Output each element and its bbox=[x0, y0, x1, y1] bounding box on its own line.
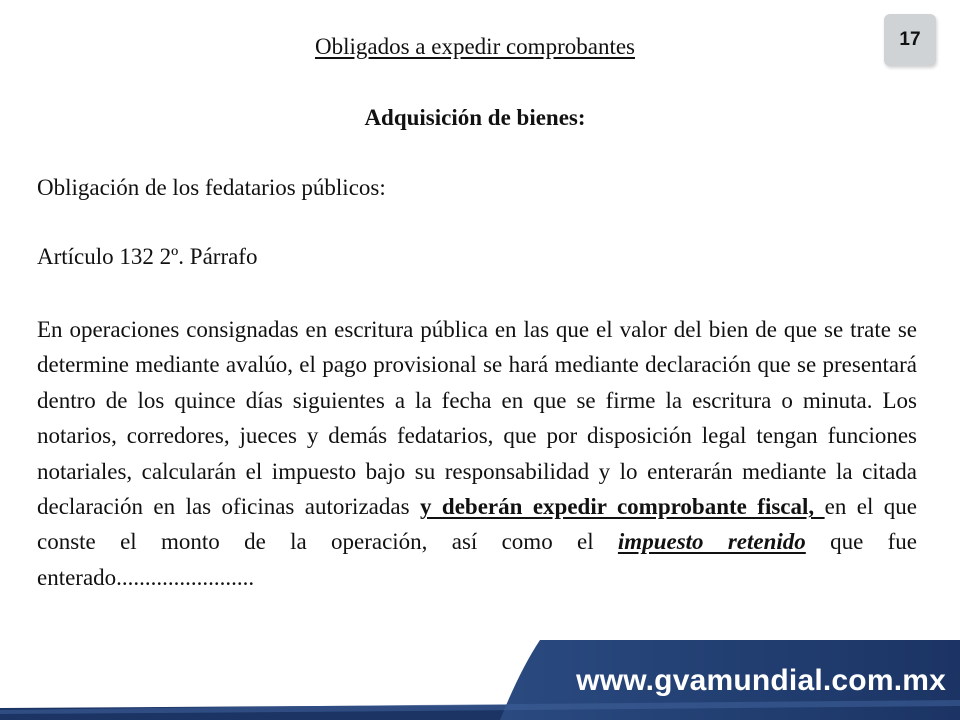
emphasis-comprobante-fiscal: y deberán expedir comprobante fiscal, bbox=[419, 494, 825, 520]
section-heading: Adquisición de bienes: bbox=[364, 105, 586, 130]
website-url[interactable]: www.gvamundial.com.mx bbox=[576, 664, 946, 697]
obligation-line: Obligación de los fedatarios públicos: bbox=[37, 175, 386, 200]
page-number: 17 bbox=[899, 29, 921, 50]
slide-title: Obligados a expedir comprobantes bbox=[315, 34, 635, 59]
paragraph-text: en el que conste el monto de la operación, así como el bbox=[37, 494, 918, 555]
body-paragraph bbox=[37, 312, 917, 595]
paragraph-text: En operaciones consignadas en escritura pública en las que el valor del bien de que se trate se determine mediante avalúo, el pago provisional se hará mediante declaración que se presentará dentro de los quince días siguientes a la fecha en que se firme la escritura o minuta. Los notarios, corredores, jueces y demás fedatarios, que por disposición legal tengan funciones notariales, calcularán el impuesto bajo su responsabilidad y lo enterarán mediante la citada declaración en las oficinas autorizadas bbox=[37, 317, 917, 520]
footer-band bbox=[0, 640, 960, 720]
paragraph-text: que fue enterado........................ bbox=[37, 529, 917, 590]
emphasis-impuesto-retenido: impuesto retenido bbox=[617, 529, 806, 555]
article-reference: Artículo 132 2º. Párrafo bbox=[37, 244, 258, 269]
